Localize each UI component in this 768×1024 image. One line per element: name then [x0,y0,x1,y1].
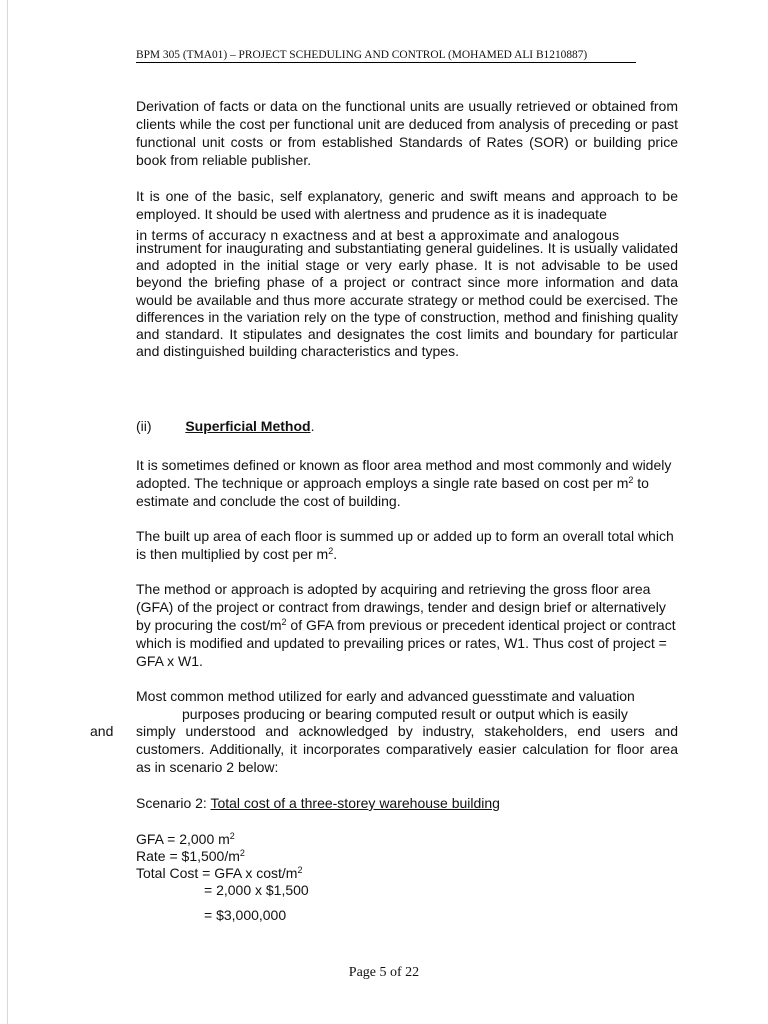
paragraph-common-method-rest: simply understood and acknowledged by industry, stakeholders, end users and customers. Additionally, it incorporates comparatively easier calculation for floor area as in scenario 2 below: [136,723,678,775]
calc-rate [136,847,245,865]
superscript: 2 [239,848,245,858]
scenario-heading [136,794,500,812]
scenario-title: Total cost of a three-storey warehouse building [210,795,500,811]
section-heading [136,417,314,435]
text-part: The built up area of each floor is summed up or added up to form an overall total which is then multiplied by cost per m [136,528,674,562]
page-edge-line [7,0,8,1024]
text-part: Rate = $1,500/m [136,848,240,864]
paragraph-basic-means-c: instrument for inaugurating and substantiating general guidelines. It is usually validated and adopted in the initial stage or very early phase. It is not advisable to be used beyond the briefing phase of a project or contract since more information and data would be available and thus more accurate strategy or method could be exercised. The differences in the variation rely on the type of construction, method and finishing quality and standard. It stipulates and designates the cost limits and boundary for particular and distinguished building characteristics and types. [136,240,678,360]
text-part: . [333,546,338,562]
paragraph-functional-units: Derivation of facts or data on the functional units are usually retrieved or obtained from clients while the cost per functional unit are deduced from analysis of preceding or past functional unit costs or from established Standards of Rates (SOR) or building price book from reliable publisher. [136,98,678,168]
section-number: (ii) [136,418,152,434]
superscript: 2 [281,617,287,627]
text-part: GFA = 2,000 m [136,831,230,847]
paragraph-accuracy-line: in terms of accuracy n exactness and at best a approximate and analogous [136,227,620,243]
calc-gfa [136,830,235,848]
calc-multiplication: = 2,000 x $1,500 [204,882,309,898]
section-title-period: . [310,418,315,434]
section-title: Superficial Method [185,418,311,434]
paragraph-common-method-line2: purposes producing or bearing computed result or output which is easily [182,706,628,722]
text-part: of GFA from previous or precedent identical project or contract which is modified and updated to prevailing prices or rates, W1. Thus cost of project = GFA x W1. [136,617,676,669]
paragraph-common-method-line1: Most common method utilized for early and advanced guesstimate and valuation [136,688,635,704]
superscript: 2 [297,865,303,875]
superscript: 2 [229,831,235,841]
text-part: It is sometimes defined or known as floor area method and most commonly and widely adopted. The technique or approach employs a single rate based on cost per m [136,457,672,491]
text-part: Total Cost = GFA x cost/m [136,865,298,881]
superscript: 2 [628,475,634,485]
stray-and-word: and [90,723,114,739]
page-number: Page 5 of 22 [348,965,420,980]
text-part: to estimate and conclude the cost of building. [136,475,649,509]
page-header: BPM 305 (TMA01) – PROJECT SCHEDULING AND CONTROL (MOHAMED ALI B1210887) [136,48,636,63]
paragraph-gfa-method [136,580,678,670]
paragraph-basic-means-a: It is one of the basic, self explanatory, generic and swift means and approach to be employed. It should be used with alertness and prudence as it is inadequate [136,188,678,222]
calc-result: = $3,000,000 [204,907,287,923]
calc-total [136,864,302,882]
superscript: 2 [328,546,334,556]
text-part: The method or approach is adopted by acquiring and retrieving the gross floor area (GFA) of the project or contract from drawings, tender and design brief or alternatively by procuring the cost/m [136,581,666,633]
paragraph-built-up-area [136,527,678,563]
scenario-label: Scenario 2: [136,795,211,811]
paragraph-floor-area [136,456,678,510]
